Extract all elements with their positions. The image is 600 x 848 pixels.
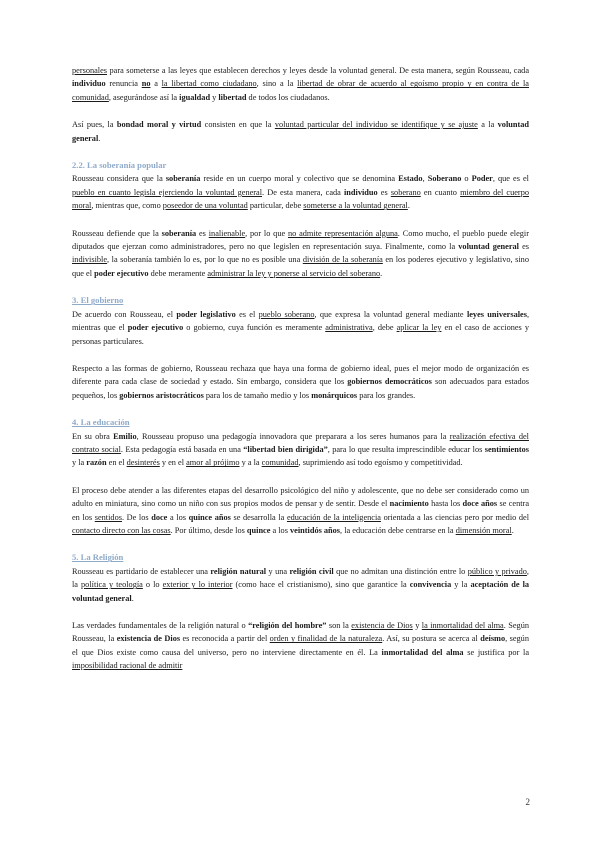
underlined-term: voluntad particular del individuo se identifique y se ajuste: [274, 120, 478, 130]
bold-term: veintidós años: [290, 525, 341, 535]
underlined-term: exterior y lo interior: [162, 580, 233, 590]
underlined-term: público y privado: [467, 566, 527, 576]
section-heading-religion: 5. La Religión: [72, 552, 124, 563]
underlined-term: administrativa: [325, 323, 373, 333]
underlined-term: libertad de obrar de acuerdo al egoísmo propio y en contra de la comunidad: [72, 79, 529, 102]
paragraph: De acuerdo con Rousseau, el poder legislativo es el pueblo soberano, que expresa la voluntad general mediante leyes universales, mientras que el poder ejecutivo o gobierno, cuya función es meramente administrativa, debe aplicar la ley en el caso de acciones y personas particulares.: [72, 309, 530, 346]
bold-term: no: [141, 79, 151, 89]
underlined-term: personales: [72, 66, 108, 75]
underlined-term: sentidos: [94, 512, 122, 522]
bold-term: Estado: [398, 174, 423, 184]
underlined-term: división de la soberanía: [302, 255, 383, 265]
underlined-term: soberano: [390, 187, 421, 197]
bold-term: leyes universales: [466, 309, 527, 319]
bold-term: soberanía: [161, 228, 197, 238]
bold-term: quince años: [188, 512, 231, 522]
bold-term: doce años: [462, 499, 498, 509]
bold-term: gobiernos aristocráticos: [119, 390, 204, 400]
bold-term: Poder: [471, 174, 493, 184]
underlined-term: política y teología: [81, 580, 143, 590]
underlined-term: amor al prójimo: [186, 458, 240, 468]
underlined-term: dimensión moral: [455, 525, 512, 535]
bold-term: convivencia: [409, 580, 452, 590]
bold-term: doce: [151, 512, 168, 522]
bold-term: monárquicos: [311, 390, 358, 400]
bold-term: sentimientos: [484, 444, 529, 454]
section-heading-educacion: 4. La educación: [72, 417, 130, 428]
page-number: 2: [525, 797, 530, 807]
paragraph: En su obra Emilio, Rousseau propuso una pedagogía innovadora que preparara a los seres humanos para la realización efectiva del contrato social. Esta pedagogía está basada en una “libertad bien dirigida”, para lo que resulta imprescindible educar los sentimientos y la razón en el desinterés y en el amor al prójimo y a la comunidad, suprimiendo así todo egoísmo y competitividad.: [72, 431, 529, 468]
bold-term: Emilio: [113, 431, 137, 441]
bold-term: bondad moral y virtud: [116, 120, 202, 130]
underlined-term: indivisible: [72, 255, 108, 265]
bold-term: soberanía: [165, 174, 201, 184]
paragraph: Así pues, la bondad moral y virtud consisten en que la voluntad particular del individuo se identifique y se ajuste a la voluntad general.: [72, 120, 529, 143]
underlined-term: pueblo soberano: [258, 309, 315, 319]
bold-term: “libertad bien dirigida”: [243, 444, 328, 454]
underlined-term: comunidad: [261, 458, 299, 468]
underlined-term: la inmortalidad del alma: [421, 621, 504, 630]
underlined-term: desinterés: [126, 458, 160, 468]
bold-term: poder ejecutivo: [94, 268, 149, 278]
bold-term: deísmo: [480, 634, 506, 644]
underlined-term: existencia de Dios: [351, 621, 413, 630]
bold-term: “religión del hombre”: [248, 621, 327, 630]
bold-term: aceptación de la voluntad general: [72, 580, 530, 603]
page-content: [72, 64, 529, 687]
bold-term: nacimiento: [389, 499, 429, 509]
bold-term: poder ejecutivo: [127, 323, 184, 333]
bold-term: Soberano: [427, 174, 462, 184]
underlined-term: orden y finalidad de la naturaleza: [269, 634, 383, 644]
bold-term: religión natural: [210, 566, 267, 576]
paragraph: Las verdades fundamentales de la religión natural o “religión del hombre” son la existencia de Dios y la inmortalidad del alma. Según Rousseau, la existencia de Dios es reconocida a partir del orden y finalidad de la naturaleza. Así, su postura se acerca al deísmo, según el que Dios existe como causa del universo, pero no interviene directamente en él. La inmortalidad del alma se justifica por la imposibilidad racional de admitir: [72, 621, 530, 671]
bold-term: voluntad general: [72, 120, 529, 143]
bold-term: poder legislativo: [176, 309, 236, 319]
paragraph: Rousseau es partidario de establecer una religión natural y una religión civil que no admitan una distinción entre lo público y privado, la política y teología o lo exterior y lo interior (como hace el cristianismo), sino que garantice la convivencia y la aceptación de la voluntad general.: [72, 566, 530, 603]
underlined-term: inalienable: [208, 228, 246, 238]
bold-term: libertad: [218, 92, 247, 102]
bold-term: igualdad: [179, 92, 211, 102]
underlined-term: poseedor de una voluntad: [162, 201, 248, 211]
bold-term: inmortalidad del alma: [381, 647, 464, 657]
section-heading-soberania: 2.2. La soberanía popular: [72, 160, 167, 171]
bold-term: quince: [246, 525, 271, 535]
bold-term: voluntad general: [458, 242, 519, 252]
bold-term: existencia de Dios: [116, 634, 181, 644]
underlined-term: contacto directo con las cosas: [72, 525, 171, 535]
underlined-term: realización efectiva del contrato social: [72, 431, 529, 454]
paragraph: Rousseau defiende que la soberanía es inalienable, por lo que no admite representación alguna. Como mucho, el pueblo puede elegir diputados que ejerzan como administradores, pero no que legislen en representación suya. Finalmente, como la voluntad general es indivisible, la soberanía también lo es, por lo que no es posible una división de la soberanía en los poderes ejecutivo y legislativo, sino que el poder ejecutivo debe meramente administrar la ley y ponerse al servicio del soberano.: [72, 228, 529, 278]
bold-term: razón: [86, 458, 107, 468]
paragraph: personales para someterse a las leyes que establecen derechos y leyes desde la voluntad general. De esta manera, según Rousseau, cada individuo renuncia no a la libertad como ciudadano, sino a la libertad de obrar de acuerdo al egoísmo propio y en contra de la comunidad, asegurándose así la igualdad y libertad de todos los ciudadanos.: [72, 66, 529, 102]
underlined-term: aplicar la ley: [396, 323, 442, 333]
section-heading-gobierno: 3. El gobierno: [72, 295, 124, 306]
paragraph: El proceso debe atender a las diferentes etapas del desarrollo psicológico del niño y adolescente, que no debe ser considerado como un adulto en miniatura, sino como un niño con sus propios modos de pensar y de sentir. Desde el nacimiento hasta los doce años se centra en los sentidos. De los doce a los quince años se desarrolla la educación de la inteligencia orientada a las ciencias pero por medio del contacto directo con las cosas. Por último, desde los quince a los veintidós años, la educación debe centrarse en la dimensión moral.: [72, 485, 530, 535]
underlined-term: someterse a la voluntad general: [303, 201, 408, 211]
underlined-term: pueblo en cuanto legisla ejerciendo la voluntad general: [72, 187, 263, 197]
bold-term: individuo: [72, 79, 106, 89]
underlined-term: miembro del cuerpo moral: [72, 187, 529, 211]
underlined-term: no admite representación alguna: [287, 228, 398, 238]
bold-term: gobiernos democráticos: [347, 377, 432, 387]
paragraph: Respecto a las formas de gobierno, Rousseau rechaza que haya una forma de gobierno ideal, pues el mejor modo de organización es diferente para cada clase de sociedad y estado. Sin embargo, considera que los gobiernos democráticos son adecuados para estados pequeños, los gobiernos aristocráticos para los de tamaño medio y los monárquicos para los grandes.: [72, 363, 530, 400]
bold-term: religión civil: [289, 566, 334, 576]
bold-term: individuo: [343, 187, 378, 197]
paragraph: Rousseau considera que la soberanía reside en un cuerpo moral y colectivo que se denomina Estado, Soberano o Poder, que es el pueblo en cuanto legisla ejerciendo la voluntad general. De esta manera, cada individuo es soberano en cuanto miembro del cuerpo moral, mientras que, como poseedor de una voluntad particular, debe someterse a la voluntad general.: [72, 174, 529, 211]
underlined-term: administrar la ley y ponerse al servicio del soberano: [207, 268, 381, 278]
underlined-term: imposibilidad racional de admitir: [72, 661, 183, 671]
underlined-term: la libertad como ciudadano: [161, 79, 257, 89]
underlined-term: educación de la inteligencia: [286, 512, 381, 522]
